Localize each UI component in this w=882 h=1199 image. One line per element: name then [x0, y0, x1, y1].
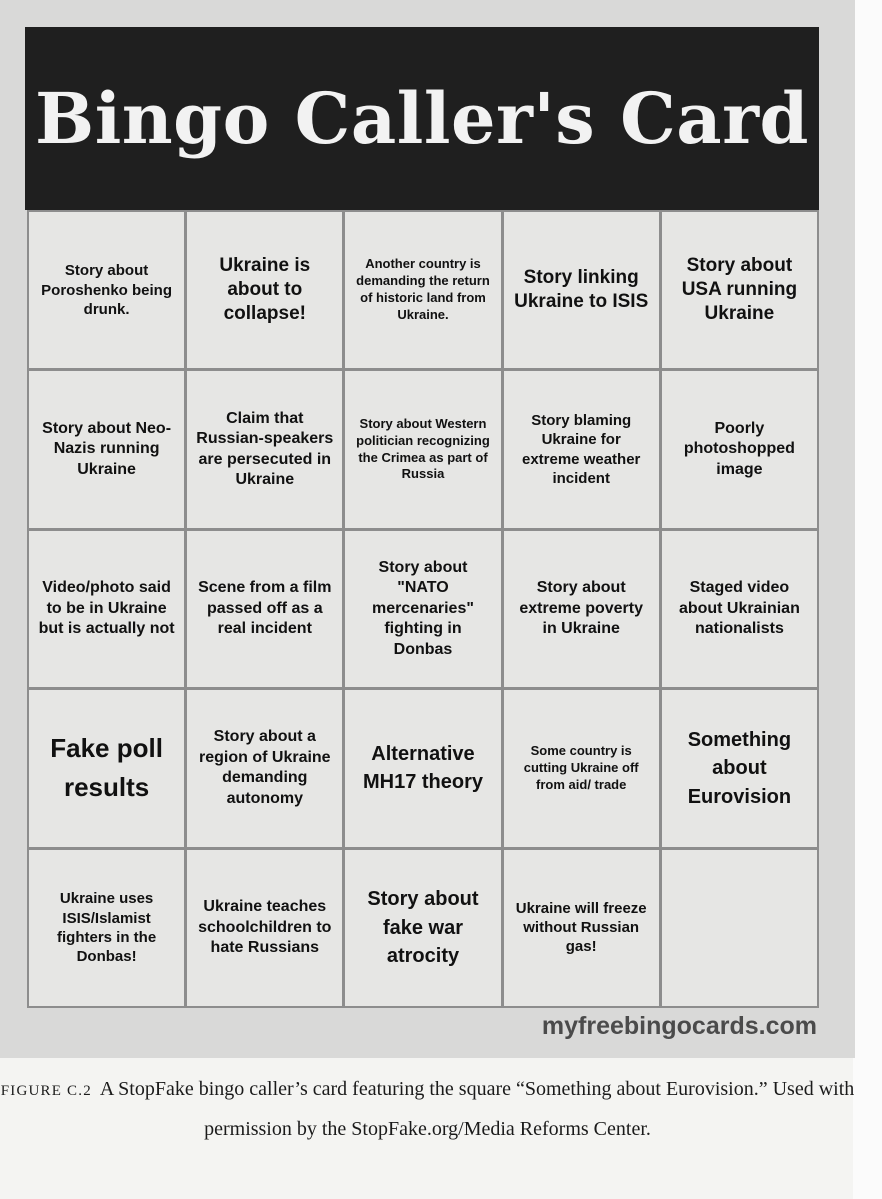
card-title: Bingo Caller's Card [35, 77, 809, 160]
page-edge [853, 0, 882, 1199]
bingo-cell: Story about extreme poverty in Ukraine [504, 531, 659, 687]
figure-label: FIGURE C.2 [0, 1083, 92, 1099]
card-header [25, 27, 819, 210]
figure-caption [0, 1070, 855, 1148]
bingo-cell: Something about Eurovision [662, 690, 817, 846]
bingo-cell: Another country is demanding the return of historic land from Ukraine. [345, 212, 500, 368]
bingo-cell: Ukraine teaches schoolchildren to hate Russians [187, 850, 342, 1006]
bingo-cell: Story about Western politician recognizing the Crimea as part of Russia [345, 371, 500, 527]
bingo-cell: Story about Neo-Nazis running Ukraine [29, 371, 184, 527]
bingo-cell: Story linking Ukraine to ISIS [504, 212, 659, 368]
bingo-cell: Story blaming Ukraine for extreme weather incident [504, 371, 659, 527]
bingo-cell: Scene from a film passed off as a real incident [187, 531, 342, 687]
bingo-cell-empty [662, 850, 817, 1006]
website-watermark: myfreebingocards.com [541, 1012, 817, 1040]
bingo-cell: Story about "NATO mercenaries" fighting in Donbas [345, 531, 500, 687]
bingo-cell: Poorly photoshopped image [662, 371, 817, 527]
bingo-cell: Ukraine will freeze without Russian gas! [504, 850, 659, 1006]
caption-text: A StopFake bingo caller’s card featuring the square “Something about Eurovision.” Used with permission by the StopFake.org/Media Reforms Center. [99, 1078, 855, 1140]
bingo-cell: Fake poll results [29, 690, 184, 846]
bingo-cell: Staged video about Ukrainian nationalists [662, 531, 817, 687]
bingo-grid [27, 210, 819, 1008]
bingo-cell: Story about Poroshenko being drunk. [29, 212, 184, 368]
bingo-cell: Alternative MH17 theory [345, 690, 500, 846]
bingo-cell: Story about fake war atrocity [345, 850, 500, 1006]
bingo-cell: Some country is cutting Ukraine off from aid/ trade [504, 690, 659, 846]
bingo-cell: Claim that Russian-speakers are persecuted in Ukraine [187, 371, 342, 527]
bingo-cell: Ukraine is about to collapse! [187, 212, 342, 368]
bingo-cell: Story about a region of Ukraine demanding autonomy [187, 690, 342, 846]
bingo-cell: Story about USA running Ukraine [662, 212, 817, 368]
bingo-cell: Ukraine uses ISIS/Islamist fighters in the Donbas! [29, 850, 184, 1006]
bingo-cell: Video/photo said to be in Ukraine but is actually not [29, 531, 184, 687]
